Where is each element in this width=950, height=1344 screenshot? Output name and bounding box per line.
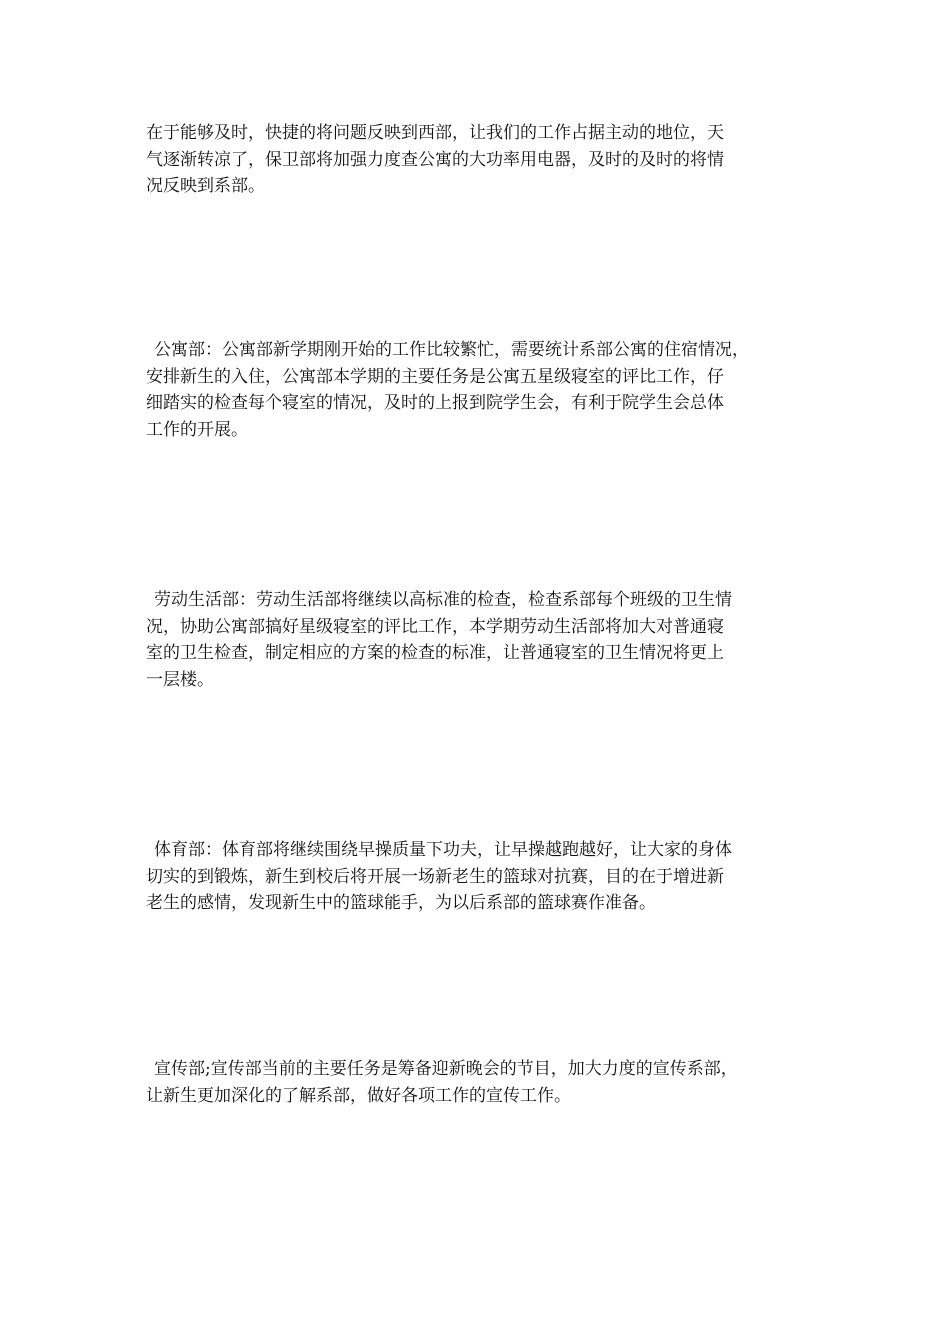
paragraph-line: 劳动生活部：劳动生活部将继续以高标准的检查，检查系部每个班级的卫生情 (154, 590, 732, 610)
paragraph-line: 况，协助公寓部搞好星级寝室的评比工作，本学期劳动生活部将加大对普通寝 (146, 616, 724, 637)
paragraph-line: 况反映到系部。 (146, 176, 265, 196)
paragraph-line: 老生的感情，发现新生中的篮球能手，为以后系部的篮球赛作准备。 (146, 893, 656, 913)
paragraph-sports-dept (146, 837, 808, 917)
paragraph-line: 室的卫生检查，制定相应的方案的检查的标准，让普通寝室的卫生情况将更上 (146, 643, 724, 663)
paragraph-line: 切实的到锻炼，新生到校后将开展一场新老生的篮球对抗赛，目的在于增进新 (146, 866, 724, 887)
paragraph-publicity-dept (146, 1056, 808, 1109)
paragraph-line: 安排新生的入住，公寓部本学期的主要任务是公寓五星级寝室的评比工作，仔 (146, 366, 724, 387)
paragraph-line: 一层楼。 (146, 669, 214, 690)
paragraph-line: 公寓部：公寓部新学期刚开始的工作比较繁忙，需要统计系部公寓的住宿情况， (154, 340, 749, 360)
paragraph-labor-life-dept (146, 587, 808, 693)
paragraph-apartment-dept (146, 337, 808, 443)
paragraph-line: 体育部：体育部将继续围绕早操质量下功夫，让早操越跑越好，让大家的身体 (154, 840, 732, 860)
paragraph-line: 工作的开展。 (146, 419, 248, 440)
paragraph-line: 让新生更加深化的了解系部，做好各项工作的宣传工作。 (146, 1085, 571, 1106)
paragraph-line: 宣传部;宣传部当前的主要任务是筹备迎新晚会的节目，加大力度的宣传系部， (154, 1059, 738, 1079)
paragraph-line: 细踏实的检查每个寝室的情况，及时的上报到院学生会，有利于院学生会总体 (146, 393, 724, 413)
paragraph-security-dept (146, 120, 808, 200)
paragraph-line: 在于能够及时，快捷的将问题反映到西部，让我们的工作占据主动的地位，天 (146, 123, 724, 143)
paragraph-line: 气逐渐转凉了，保卫部将加强力度查公寓的大功率用电器，及时的及时的将情 (146, 149, 724, 170)
